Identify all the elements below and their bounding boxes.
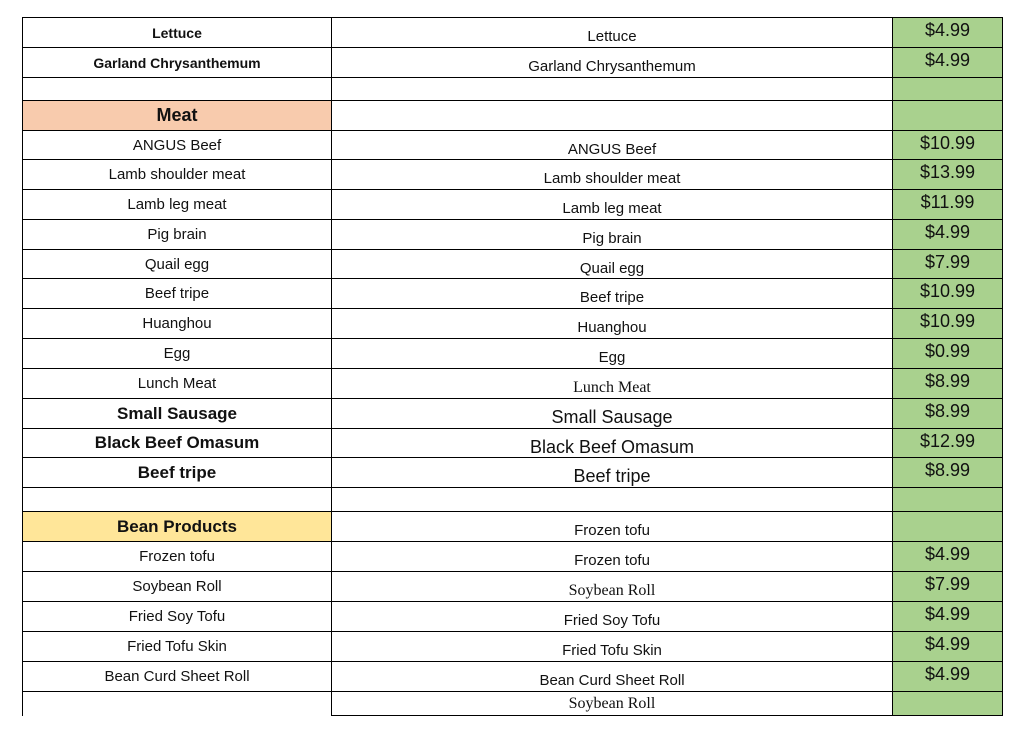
price-cell [892,278,1003,308]
item-name-cell [22,130,331,159]
price-cell [892,159,1003,189]
item-price: $13.99 [919,162,976,182]
item-name-alt-cell [331,571,892,601]
item-name-cell [22,308,331,338]
item-name: Lunch Meat [137,375,217,392]
item-name: Fried Tofu Skin [127,638,227,655]
item-name-alt-cell [331,661,892,691]
item-name-alt: Bean Curd Sheet Roll [539,672,685,689]
price-cell [892,219,1003,249]
item-name-cell [22,457,331,487]
table-row [22,541,1003,571]
item-name-cell [22,541,331,571]
item-price: $7.99 [924,252,971,272]
item-price: $4.99 [924,222,971,242]
item-price: $8.99 [924,371,971,391]
table-row [22,308,1003,338]
category-label: Bean Products [117,516,237,536]
price-cell [892,338,1003,368]
category-header [22,100,331,130]
item-price: $4.99 [924,664,971,684]
price-cell [892,17,1003,47]
item-name: Bean Curd Sheet Roll [104,668,250,685]
item-name-alt: Lamb leg meat [562,200,662,217]
item-price: $10.99 [919,281,976,301]
price-cell [892,308,1003,338]
item-price: $4.99 [924,634,971,654]
item-name: Pig brain [147,226,207,243]
table-row [22,398,1003,428]
item-name-alt-cell [331,278,892,308]
price-cell [892,541,1003,571]
item-name-alt: Fried Tofu Skin [562,642,662,659]
item-name-alt: ANGUS Beef [567,140,657,158]
item-name-alt-cell [331,130,892,159]
item-name-alt-cell [331,511,892,541]
item-name: Huanghou [142,315,212,332]
item-name-cell [22,17,331,47]
item-name-alt-cell [331,219,892,249]
item-name-cell [22,368,331,398]
price-cell [892,487,1003,511]
table-row [22,77,1003,100]
table-row [22,691,1003,716]
price-cell [892,661,1003,691]
price-cell [892,428,1003,457]
item-name-alt-cell [331,17,892,47]
price-cell [892,457,1003,487]
item-name-cell [22,338,331,368]
item-name-cell [22,601,331,631]
item-name: Egg [163,345,191,362]
item-price: $0.99 [924,341,971,361]
price-cell [892,691,1003,716]
item-price: $12.99 [919,431,976,451]
table-row [22,601,1003,631]
item-name: Lamb shoulder meat [108,166,246,183]
item-name-cell [22,398,331,428]
item-name-alt-cell [331,249,892,278]
table-row [22,631,1003,661]
item-name: Lamb leg meat [127,196,227,213]
table-row [22,249,1003,278]
item-name-cell [22,691,331,716]
item-name-alt-cell [331,541,892,571]
table-row [22,338,1003,368]
price-cell [892,130,1003,159]
item-name-alt: Small Sausage [551,407,673,427]
table-row [22,511,1003,541]
price-cell [892,601,1003,631]
item-name-alt-cell [331,100,892,130]
item-name-alt: Beef tripe [579,289,645,306]
item-name-cell [22,219,331,249]
item-price: $4.99 [924,544,971,564]
price-cell [892,398,1003,428]
item-price: $7.99 [924,574,971,594]
item-price: $4.99 [924,20,971,40]
category-header [22,511,331,541]
item-name-alt: Lamb shoulder meat [543,170,681,187]
item-name-alt: Soybean Roll [568,694,656,712]
price-cell [892,511,1003,541]
item-name-alt: Fried Soy Tofu [563,612,661,629]
item-price: $11.99 [920,192,975,212]
table-row [22,219,1003,249]
table-row [22,47,1003,77]
item-name-alt-cell [331,398,892,428]
item-name-cell [22,77,331,100]
item-price: $8.99 [924,460,971,480]
table-row [22,159,1003,189]
price-cell [892,631,1003,661]
item-name-alt-cell [331,601,892,631]
item-name-alt-cell [331,159,892,189]
item-price: $4.99 [924,50,971,70]
table-row [22,661,1003,691]
item-name-alt: Frozen tofu [574,552,650,569]
item-name-cell [22,278,331,308]
price-cell [892,189,1003,219]
item-name-cell [22,631,331,661]
item-name-alt: Egg [598,349,626,366]
item-name-alt: Quail egg [579,259,645,277]
item-name-alt-cell [331,457,892,487]
item-name-alt: Black Beef Omasum [529,436,695,457]
item-name-alt-cell [331,428,892,457]
item-name-alt-cell [331,368,892,398]
item-name: Small Sausage [116,403,237,423]
table-row [22,368,1003,398]
item-name-alt-cell [331,308,892,338]
item-name-cell [22,661,331,691]
price-cell [892,368,1003,398]
item-name-cell [22,47,331,77]
item-name: ANGUS Beef [132,136,222,154]
item-price: $8.99 [924,401,971,421]
item-name: Frozen tofu [139,548,215,565]
item-name: Quail egg [144,255,210,273]
item-name-alt-cell [331,77,892,100]
item-name-cell [22,249,331,278]
table-row [22,457,1003,487]
price-cell [892,100,1003,130]
item-name-alt: Soybean Roll [568,581,656,599]
item-name-alt: Beef tripe [573,466,651,486]
item-name: Beef tripe [144,285,210,302]
item-name-alt: Huanghou [577,319,647,336]
item-name-alt-cell [331,47,892,77]
table-row [22,278,1003,308]
table-row [22,189,1003,219]
item-name-cell [22,189,331,219]
item-price: $4.99 [924,604,971,624]
item-name-cell [22,571,331,601]
item-name: Lettuce [152,24,202,41]
price-table [22,17,1003,716]
item-name: Black Beef Omasum [94,433,260,452]
item-name: Fried Soy Tofu [128,608,226,625]
item-name-cell [22,159,331,189]
item-name-alt: Pig brain [582,230,642,247]
item-name-cell [22,428,331,457]
table-row [22,17,1003,47]
item-name: Beef tripe [137,462,217,482]
item-name-alt: Lunch Meat [573,378,651,396]
table-row [22,428,1003,457]
item-name-alt: Frozen tofu [574,522,650,539]
item-name-alt: Lettuce [587,28,637,45]
item-name: Garland Chrysanthemum [93,54,261,71]
item-name-alt-cell [331,189,892,219]
table-row [22,487,1003,511]
price-cell [892,249,1003,278]
item-name-alt-cell [331,487,892,511]
table-row [22,100,1003,130]
price-cell [892,47,1003,77]
item-name-cell [22,487,331,511]
item-name: Soybean Roll [132,578,222,595]
item-name-alt: Garland Chrysanthemum [528,58,696,75]
price-cell [892,571,1003,601]
table-row [22,571,1003,601]
item-name-alt-cell [331,691,892,716]
item-price: $10.99 [919,311,976,331]
item-price: $10.99 [919,133,976,153]
item-name-alt-cell [331,338,892,368]
item-name-alt-cell [331,631,892,661]
table-row [22,130,1003,159]
price-cell [892,77,1003,100]
category-label: Meat [156,105,198,125]
